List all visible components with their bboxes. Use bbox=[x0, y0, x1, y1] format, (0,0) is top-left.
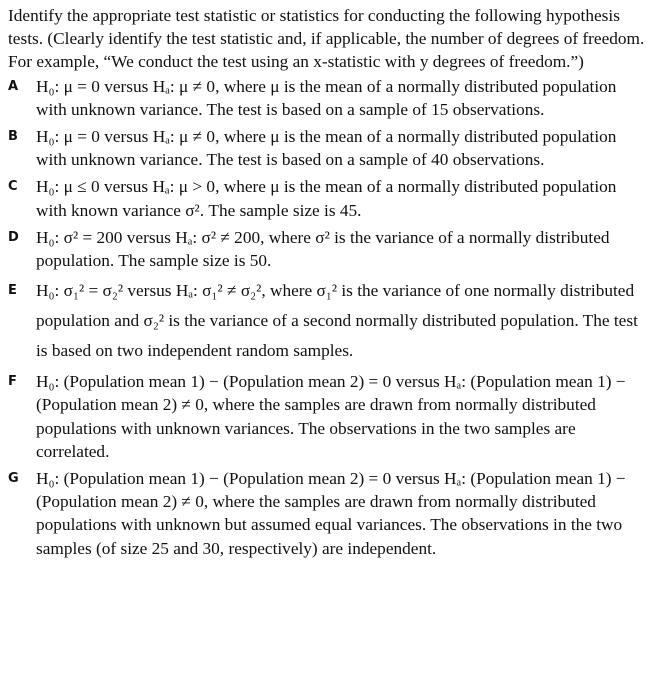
question-g-letter: G bbox=[8, 471, 19, 487]
question-c-letter: C bbox=[8, 179, 18, 195]
question-a-text: H₀: μ = 0 versus Hₐ: μ ≠ 0, where μ is the mean of a normally distributed population with unknown variance. The test is based on a sample of 15 observations. bbox=[36, 76, 617, 119]
question-d-letter: D bbox=[8, 229, 19, 245]
question-d-text: H₀: σ² = 200 versus Hₐ: σ² ≠ 200, where σ² is the variance of a normally distributed population. The sample size is 50. bbox=[36, 227, 610, 271]
question-f-text: H₀: (Population mean 1) − (Population mean 2) = 0 versus Hₐ: (Population mean 1) − (Population mean 2) ≠ 0, where the samples are drawn from normally distributed populations with unknown variances. The observations in the two samples are correlated. bbox=[36, 372, 626, 461]
question-e-letter: E bbox=[8, 283, 17, 299]
question-e bbox=[8, 276, 646, 366]
instructions-paragraph: Identify the appropriate test statistic or statistics for conducting the following hypothesis tests. (Clearly identify the test statistic and, if applicable, the number of degrees of freedom. For example, “We conduct the test using an x-statistic with y degrees of freedom.”) bbox=[8, 6, 645, 72]
question-b bbox=[8, 125, 646, 171]
question-a bbox=[8, 75, 646, 121]
question-g-text: H₀: (Population mean 1) − (Population mean 2) = 0 versus Hₐ: (Population mean 1) − (Population mean 2) ≠ 0, where the samples are drawn from normally distributed populations with unknown but assumed equal variances. The observations in the two samples (of size 25 and 30, respectively) are independent. bbox=[36, 469, 626, 558]
question-c-text: H₀: μ ≤ 0 versus Hₐ: μ > 0, where μ is the mean of a normally distributed population with known variance σ². The sample size is 45. bbox=[36, 177, 617, 220]
question-a-letter: A bbox=[8, 78, 19, 94]
question-g bbox=[8, 467, 646, 560]
question-b-text: H₀: μ = 0 versus Hₐ: μ ≠ 0, where μ is the mean of a normally distributed population with unknown variance. The test is based on a sample of 40 observations. bbox=[36, 127, 617, 170]
question-c bbox=[8, 175, 646, 221]
question-b-letter: B bbox=[8, 129, 18, 145]
question-f bbox=[8, 370, 646, 463]
question-d bbox=[8, 226, 646, 272]
question-e-text: H₀: σ₁² = σ₂² versus Hₐ: σ₁² ≠ σ₂², where σ₁² is the variance of one normally distributed population and σ₂² is the variance of a second normally distributed population. The test is based on two independent random samples. bbox=[36, 281, 638, 361]
question-f-letter: F bbox=[8, 374, 17, 390]
